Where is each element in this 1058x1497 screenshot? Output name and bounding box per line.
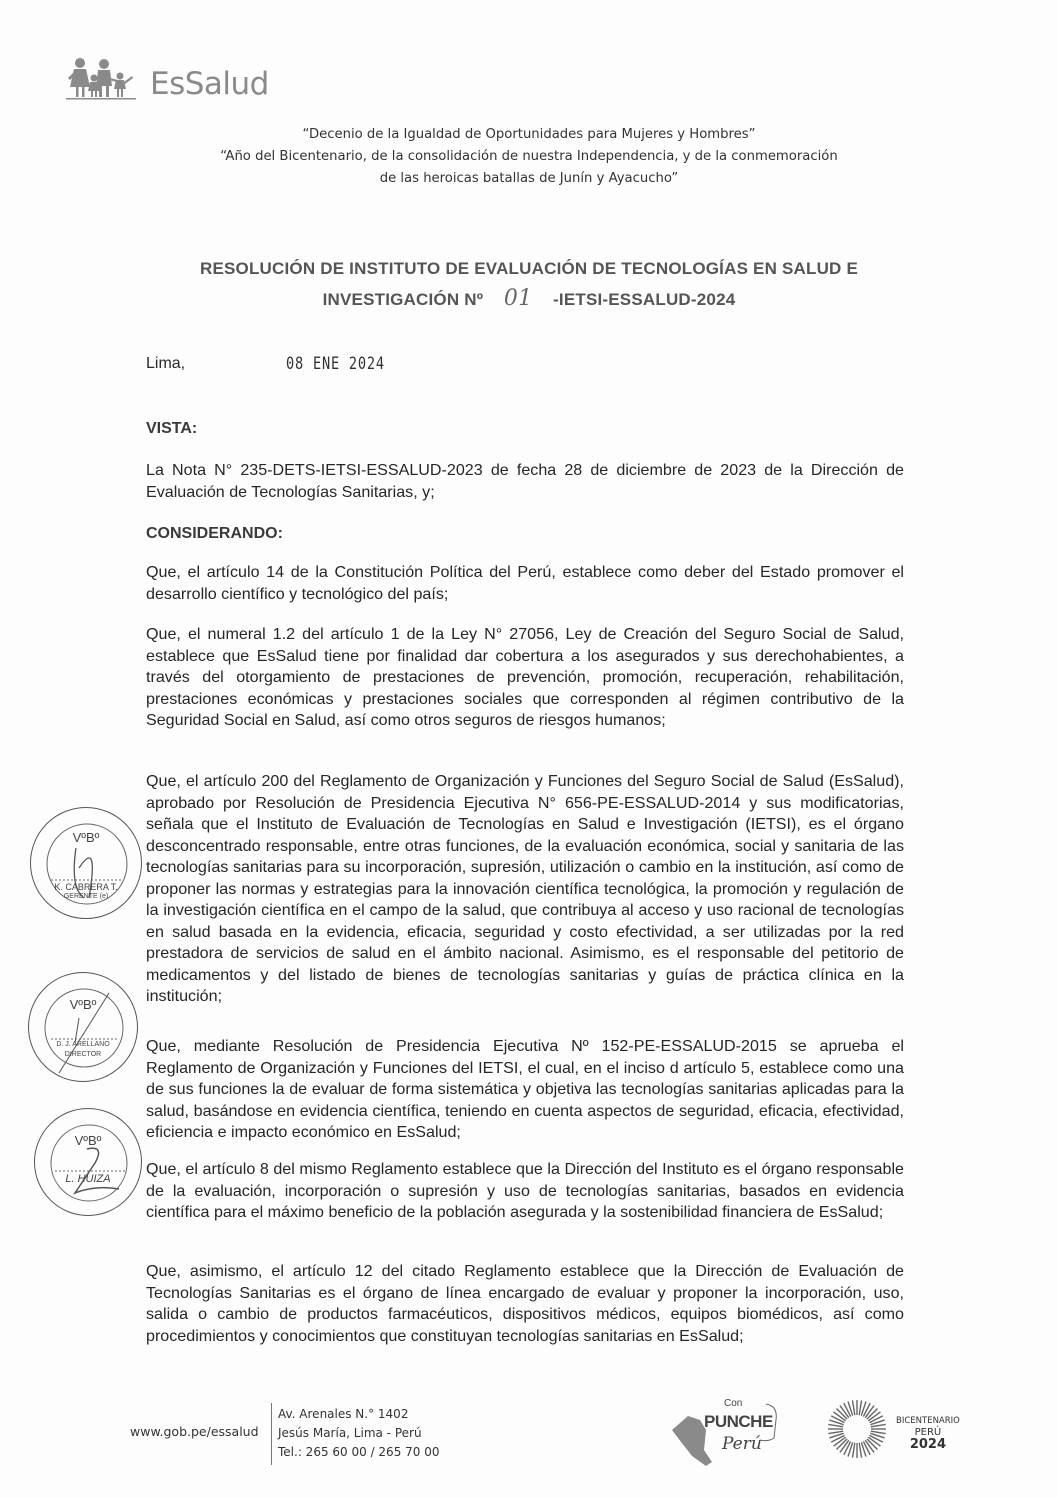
footer-address — [278, 1405, 440, 1462]
paragraph-5 — [146, 1159, 904, 1224]
footer-website-link[interactable]: www.gob.pe/essalud — [130, 1424, 259, 1439]
sunburst-ray — [828, 1424, 843, 1426]
stamp-role: DIRECTOR — [64, 1051, 102, 1058]
con-punche-peru-logo — [668, 1398, 788, 1470]
paragraph-text: Que, mediante Resolución de Presidencia Ejecutiva Nº 152-PE-ESSALUD-2015 se aprueba el Reglamento de Organización y Funciones del IETSI, el cual, en el inciso d artículo 5, establece como una de sus funciones la de evaluar de forma sistemática y objetiva las tecnologías sanitarias aplicadas para la salud, basándose en evidencia científica, teniendo en cuenta aspectos de seguridad, eficacia, efectividad, eficiencia e impacto económico en EsSalud; — [146, 1037, 904, 1141]
address-line: Tel.: 265 60 00 / 265 70 00 — [278, 1445, 440, 1459]
paragraph-6 — [146, 1261, 904, 1347]
vista-section — [146, 418, 904, 440]
paragraph-text: Que, el artículo 200 del Reglamento de Organización y Funciones del Seguro Social de Salud (EsSalud), aprobado por Resolución de Presidencia Ejecutiva N° 656-PE-ESSALUD-2014 y sus modificatorias, señala que el Instituto de Evaluación de Tecnologías en Salud e Investigación (IETSI), es el órgano desconcentrado responsable, entre otras funciones, de la evaluación económica, social y sanitaria de las tecnologías sanitarias para su incorporación, supresión, utilización o cambio en la institución, así como de proponer las normas y estrategias para la innovación científica tecnológica, la promoción y regulación de la investigación científica en el campo de la salud, que contribuya al acceso y uso racional de tecnologías en salud basada en la evidencia, eficacia, seguridad y costo efectividad, a ser utilizadas por la red prestadora de servicios de salud en el ámbito nacional. Asimismo, es el responsable del petitorio de medicamentos y del listado de bienes de tecnologías sanitarias y guías de práctica clínica en la institución; — [146, 772, 904, 1005]
sunburst-ray — [852, 1443, 854, 1458]
footer-divider — [271, 1403, 272, 1465]
motto-line: de las heroicas batallas de Junín y Ayacucho” — [379, 171, 679, 186]
date-stamp: 08 ENE 2024 — [286, 354, 385, 374]
stamp-name: D. J. ARELLANO — [56, 1041, 110, 1048]
approval-stamp-asesoria — [34, 1108, 142, 1216]
sunburst-ray — [852, 1400, 854, 1415]
stamp-vb: VºBº — [69, 997, 97, 1012]
logo-small: Con — [724, 1398, 743, 1409]
official-mottos — [0, 124, 1058, 190]
stamp-role: GERENTE (e) — [63, 893, 109, 900]
vista-text: La Nota N° 235-DETS-IETSI-ESSALUD-2023 de fecha 28 de diciembre de 2023 de la Dirección de Evaluación de Tecnologías Sanitarias, y; — [146, 461, 904, 501]
stamp-vb: VºBº — [74, 1133, 102, 1148]
family-figures-icon — [66, 56, 146, 100]
sunburst-ray — [859, 1400, 861, 1415]
address-line: Av. Arenales N.° 1402 — [278, 1407, 409, 1421]
address-line: Jesús María, Lima - Perú — [278, 1426, 422, 1440]
stamp-name: L. HUIZA — [65, 1173, 111, 1185]
resolution-title — [0, 254, 1058, 315]
approval-stamp-director — [28, 972, 138, 1082]
paragraph-1 — [146, 562, 904, 605]
stamp-ring-icon — [29, 973, 139, 1083]
bicentenario-text — [896, 1415, 960, 1451]
bic-line-2: PERÚ — [914, 1427, 942, 1438]
paragraph-text: Que, el artículo 8 del mismo Reglamento establece que la Dirección del Instituto es el órgano responsable de la evaluación, incorporación o supresión y uso de tecnologías sanitarias, basados en evidencia científica para el máximo beneficio de la población asegurada y la sostenibilidad financiera de EsSalud; — [146, 1160, 904, 1221]
sunburst-ray — [828, 1431, 843, 1433]
sunburst-ray — [871, 1431, 886, 1433]
paragraph-4 — [146, 1036, 904, 1144]
motto-line: “Decenio de la Igualdad de Oportunidades para Mujeres y Hombres” — [302, 127, 756, 142]
sunburst-ray — [871, 1424, 886, 1426]
stamp-vb: VºBº — [72, 830, 100, 845]
title-prefix: INVESTIGACIÓN Nº — [322, 290, 484, 309]
title-suffix: -IETSI-ESSALUD-2024 — [553, 290, 736, 309]
sunburst-icon — [826, 1398, 888, 1460]
title-line-1: RESOLUCIÓN DE INSTITUTO DE EVALUACIÓN DE TECNOLOGÍAS EN SALUD E — [199, 259, 858, 278]
title-line-2 — [0, 284, 1058, 315]
approval-stamp-dets — [30, 807, 142, 919]
vista-heading: VISTA: — [146, 420, 198, 437]
logo-main: PUNCHE — [704, 1412, 773, 1431]
paragraph-text: Que, asimismo, el artículo 12 del citado Reglamento establece que la Dirección de Evaluación de Tecnologías Sanitarias es el órgano de línea encargado de evaluar y proponer la incorporación, uso, salida o cambio de productos farmacéuticos, dispositivos médicos, equipos biomédicos, así como procedimientos y conocimientos que constituyan tecnologías sanitarias en EsSalud; — [146, 1262, 904, 1345]
handwritten-number: 01 — [503, 286, 533, 311]
paragraph-text: Que, el numeral 1.2 del artículo 1 de la Ley N° 27056, Ley de Creación del Seguro Social de Salud, establece que EsSalud tiene por finalidad dar cobertura a los asegurados y sus derechohabientes, a través del otorgamiento de prestaciones de prevención, promoción, recuperación, rehabilitación, prestaciones económicas y prestaciones sociales que corresponden al régimen contributivo de la Seguridad Social en Salud, así como otros seguros de riesgos humanos; — [146, 625, 904, 729]
stamp-name: K. CABRERA T. — [54, 882, 118, 892]
logo-sub: Perú — [722, 1434, 762, 1454]
considerando-heading: CONSIDERANDO: — [146, 525, 283, 542]
stamp-ring-icon — [31, 808, 143, 920]
motto-line: “Año del Bicentenario, de la consolidación de nuestra Independencia, y de la conmemoración — [220, 149, 838, 164]
considerando-section — [146, 523, 904, 545]
essalud-logo — [66, 56, 269, 100]
bic-line-3: 2024 — [909, 1437, 947, 1452]
bicentenario-emblem — [826, 1398, 888, 1460]
paragraph-2 — [146, 624, 904, 732]
bic-line-1: BICENTENARIO — [896, 1416, 960, 1426]
paragraph-text: Que, el artículo 14 de la Constitución Política del Perú, establece como deber del Estado promover el desarrollo científico y tecnológico del país; — [146, 563, 904, 603]
paragraph-3 — [146, 771, 904, 1008]
stamp-ring-icon — [35, 1109, 143, 1217]
date-place: Lima, — [146, 355, 186, 372]
vista-text-block — [146, 460, 904, 503]
brand-name: EsSalud — [150, 66, 269, 102]
sunburst-ray — [859, 1443, 861, 1458]
